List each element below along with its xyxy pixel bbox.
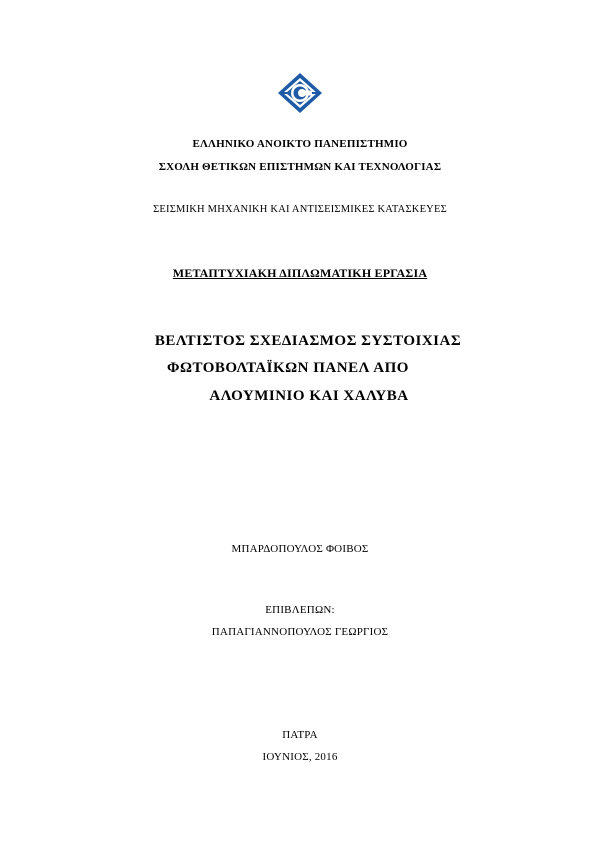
thesis-title-line-3: ΑΛΟΥΜΙΝΙΟ ΚΑΙ ΧΑΛΥΒΑ — [209, 388, 409, 404]
supervisor-name: ΠΑΠΑΓΙΑΝΝΟΠΟΥΛΟΣ ΓΕΩΡΓΙΟΣ — [211, 626, 389, 638]
university-name: ΕΛΛΗΝΙΚΟ ΑΝΟΙΚΤΟ ΠΑΝΕΠΙΣΤΗΜΙΟ — [192, 138, 408, 150]
thesis-title-line-2: ΦΩΤΟΒΟΛΤΑΪΚΩΝ ΠΑΝΕΛ ΑΠΟ — [167, 360, 409, 376]
thesis-type: ΜΕΤΑΠΤΥΧΙΑΚΗ ΔΙΠΛΩΜΑΤΙΚΗ ΕΡΓΑΣΙΑ — [172, 266, 428, 280]
university-logo-icon — [276, 71, 324, 115]
school-name: ΣΧΟΛΗ ΘΕΤΙΚΩΝ ΕΠΙΣΤΗΜΩΝ ΚΑΙ ΤΕΧΝΟΛΟΓΙΑΣ — [158, 161, 442, 173]
program-name: ΣΕΙΣΜΙΚΗ ΜΗΧΑΝΙΚΗ ΚΑΙ ΑΝΤΙΣΕΙΣΜΙΚΕΣ ΚΑΤΑΣΚΕΥΕΣ — [153, 204, 447, 215]
date: ΙΟΥΝΙΟΣ, 2016 — [262, 751, 338, 763]
author-name: ΜΠΑΡΔΟΠΟΥΛΟΣ ΦΟΙΒΟΣ — [231, 543, 369, 555]
supervisor-label: ΕΠΙΒΛΕΠΩΝ: — [265, 604, 335, 616]
city: ΠΑΤΡΑ — [282, 729, 318, 741]
thesis-title-line-1: ΒΕΛΤΙΣΤΟΣ ΣΧΕΔΙΑΣΜΟΣ ΣΥΣΤΟΙΧΙΑΣ — [154, 333, 462, 349]
